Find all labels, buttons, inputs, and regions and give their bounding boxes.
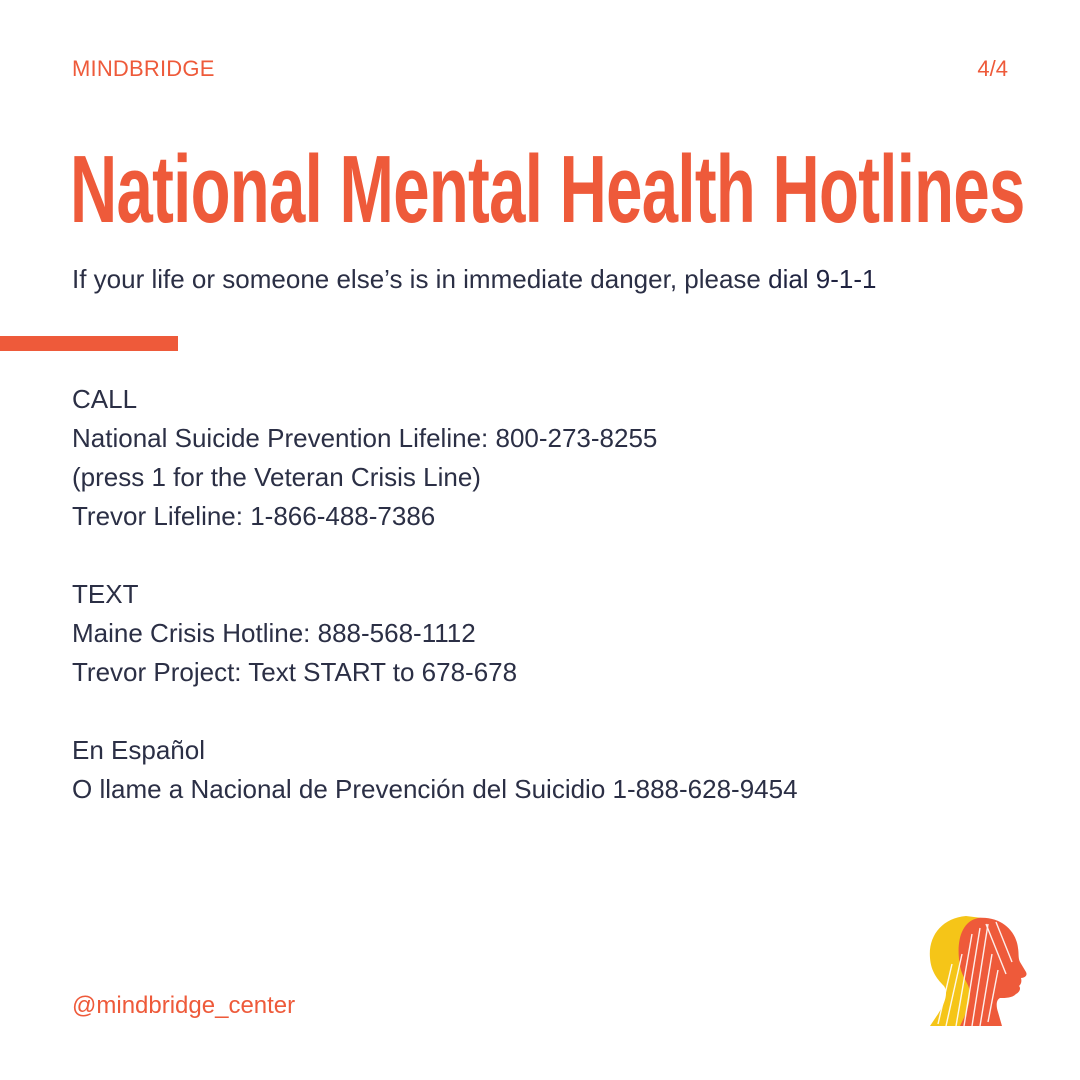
call-section bbox=[72, 380, 657, 536]
text-heading: TEXT bbox=[72, 579, 139, 609]
call-heading: CALL bbox=[72, 384, 138, 414]
page-indicator: 4/4 bbox=[977, 56, 1008, 81]
call-line-suicide-lifeline: National Suicide Prevention Lifeline: 800-273-8255 bbox=[72, 423, 658, 453]
spanish-section bbox=[72, 731, 798, 809]
social-handle: @mindbridge_center bbox=[72, 992, 296, 1019]
text-line-maine: Maine Crisis Hotline: 888-568-1112 bbox=[72, 618, 476, 648]
emergency-dial-text: dial 9-1-1 bbox=[768, 264, 877, 294]
call-line-trevor: Trevor Lifeline: 1-866-488-7386 bbox=[72, 501, 436, 531]
brand-name: MINDBRIDGE bbox=[72, 56, 215, 81]
spanish-heading: En Español bbox=[72, 735, 205, 765]
call-line-veteran-note: (press 1 for the Veteran Crisis Line) bbox=[72, 462, 481, 492]
emergency-notice bbox=[72, 264, 877, 295]
text-line-trevor: Trevor Project: Text START to 678-678 bbox=[72, 657, 518, 687]
text-section bbox=[72, 575, 517, 692]
page-title: National Mental Health Hotlines bbox=[70, 136, 1025, 243]
accent-divider bbox=[0, 336, 178, 351]
head-profile-logo-icon bbox=[926, 914, 1034, 1028]
emergency-notice-text: If your life or someone else’s is in immediate danger, please bbox=[72, 264, 769, 294]
spanish-line: O llame a Nacional de Prevención del Suicidio 1-888-628-9454 bbox=[72, 774, 798, 804]
